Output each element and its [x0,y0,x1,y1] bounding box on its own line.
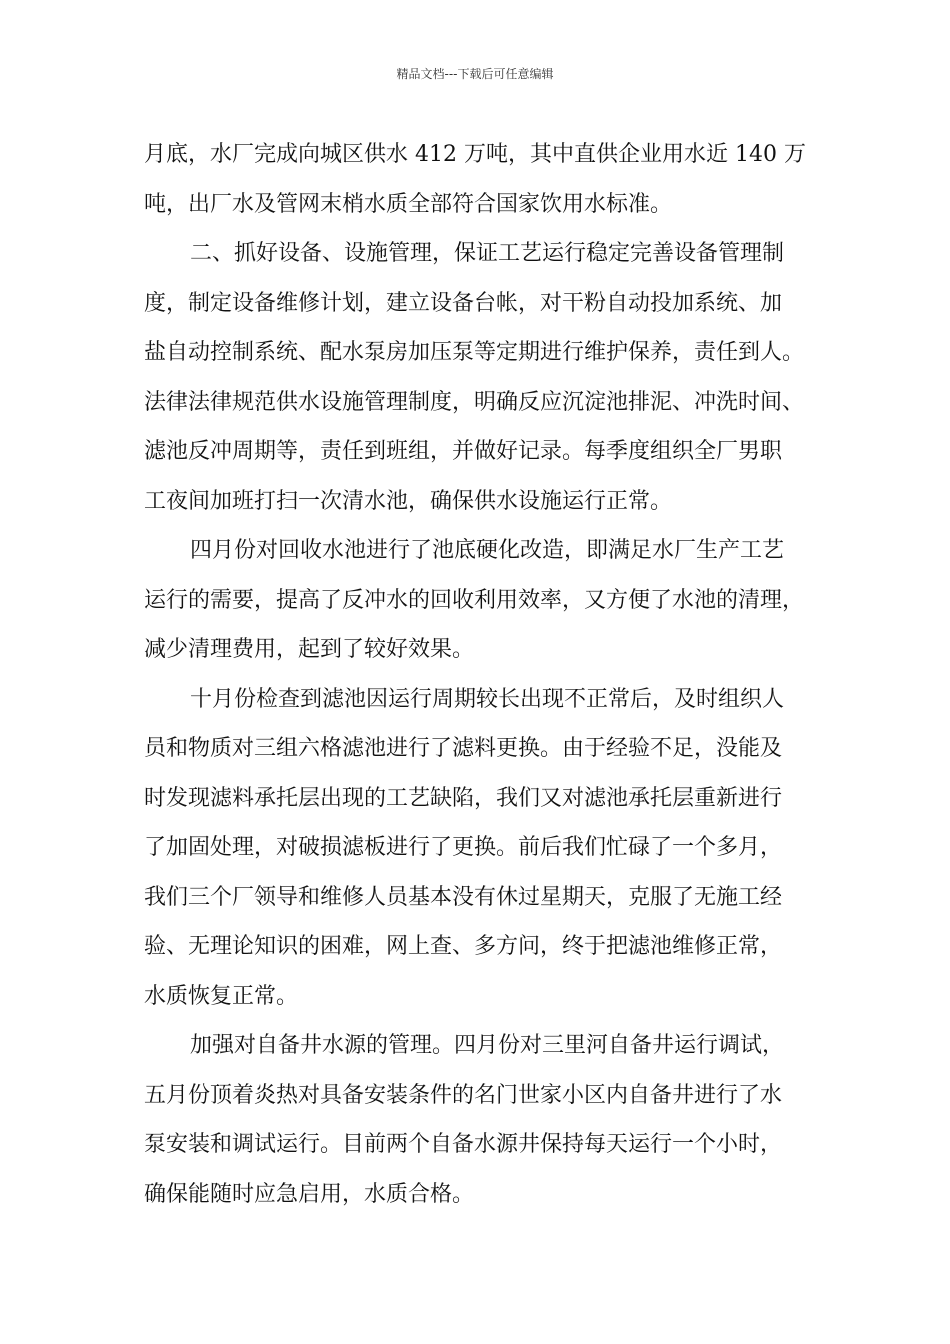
text-line: 我们三个厂领导和维修人员基本没有休过星期天，克服了无施工经 [144,884,783,910]
paragraph-1 [144,130,808,229]
text-line: 度，制定设备维修计划，建立设备台帐，对干粉自动投加系统、加 [144,290,783,316]
page-header: 精品文档---下载后可任意编辑 [396,67,554,81]
text-line: 时发现滤料承托层出现的工艺缺陷，我们又对滤池承托层重新进行 [144,785,783,811]
text-line: 水质恢复正常。 [144,983,299,1009]
text-line: 五月份顶着炎热对具备安装条件的名门世家小区内自备井进行了水 [144,1082,783,1108]
text-line: 加强对自备井水源的管理。四月份对三里河自备井运行调试， [190,1033,785,1058]
text-line: 了加固处理，对破损滤板进行了更换。前后我们忙碌了一个多月， [144,835,783,860]
paragraph-3 [144,526,808,675]
text-line: 盐自动控制系统、配水泵房加压泵等定期进行维护保养，责任到人。 [144,340,805,365]
text-line: 运行的需要，提高了反冲水的回收利用效率，又方便了水池的清理， [144,587,805,613]
text-line: 滤池反冲周期等，责任到班组，并做好记录。每季度组织全厂男职 [144,439,783,464]
text-line: 四月份对回收水池进行了池底硬化改造，即满足水厂生产工艺 [190,538,785,563]
text-line: 法律法律规范供水设施管理制度，明确反应沉淀池排泥、冲洗时间、 [144,389,805,415]
paragraph-5 [144,1021,808,1219]
text-line: 泵安装和调试运行。目前两个自备水源井保持每天运行一个小时， [144,1132,783,1157]
text-line: 员和物质对三组六格滤池进行了滤料更换。由于经验不足，没能及 [144,736,783,761]
paragraph-2 [144,229,808,526]
paragraph-4 [144,675,808,1022]
document-body [144,130,808,1219]
text-line: 吨，出厂水及管网末梢水质全部符合国家饮用水标准。 [144,191,673,217]
text-line: 月底，水厂完成向城区供水 412 万吨，其中直供企业用水近 140 万 [144,142,806,167]
text-line: 减少清理费用，起到了较好效果。 [144,637,475,662]
text-line: 二、抓好设备、设施管理，保证工艺运行稳定完善设备管理制 [190,241,785,266]
text-line: 确保能随时应急启用，水质合格。 [144,1181,475,1207]
text-line: 工夜间加班打扫一次清水池，确保供水设施运行正常。 [144,488,673,514]
text-line: 验、无理论知识的困难，网上查、多方问，终于把滤池维修正常， [144,934,783,959]
text-line: 十月份检查到滤池因运行周期较长出现不正常后，及时组织人 [190,686,785,712]
